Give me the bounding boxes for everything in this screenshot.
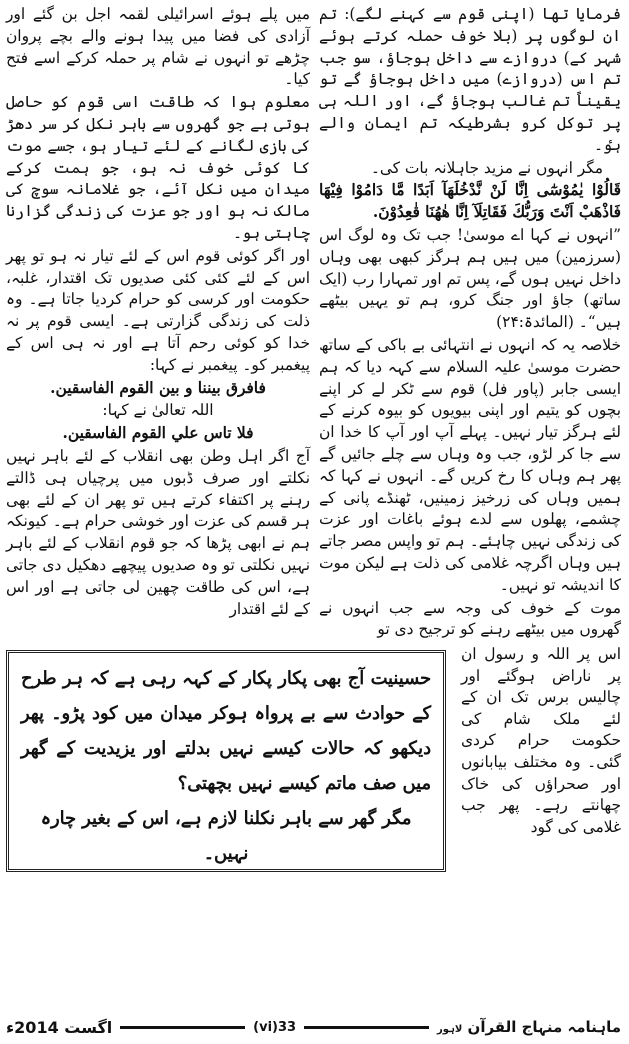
paragraph: اس پر اللہ و رسول ان پر ناراض ہوگئے اور چالیس برس تک ان کے لئے ملک شام کی حکومت حرام کردی گئی۔ وہ مختلف بیابانوں اور صحراؤں کی خاک چھانتے رہے۔ پھر جب غلامی کی گود xyxy=(461,645,621,836)
footer-rule xyxy=(120,1026,245,1029)
paragraph: اور اگر کوئی قوم اس کے لئے تیار نہ ہو تو پھر اس کے لئے کئی کئی صدیوں تک اقتدار، غلبہ، حکومت اور کرسی کو حرام کردیا جاتا ہے۔ وہ ذلت کی زندگی گزارتی ہے۔ ایسی قوم پر نہ خدا کو کوئی رحم آتا ہے اور نہ ہی اس کے پیغمبر کو۔ پیغمبر نے کہا: xyxy=(6,246,310,374)
boxed-quote xyxy=(6,650,446,872)
magazine-title: ماہنامہ منہاج القرآن xyxy=(467,1018,621,1036)
verse-translation: ”انہوں نے کہا اے موسیٰ! جب تک وہ لوگ اس (سرزمین) میں ہیں ہم ہرگز کبھی بھی وہاں داخل نہیں ہوں گے، پس تم اور تمہارا رب (ایک ساتھ) جاؤ اور جنگ کرو، ہم تو یہیں بیٹھے ہیں“۔ (المائدۃ:۲۴) xyxy=(318,225,621,332)
left-column xyxy=(6,4,310,621)
paragraph: خلاصہ یہ کہ انہوں نے انتہائی بے باکی کے ساتھ حضرت موسیٰ علیہ السلام سے کہہ دیا کہ ہم ایسی جابر (پاور فل) قوم سے ٹکر لے کر اپنے بچوں کو یتیم اور اپنی بیویوں کو بیوہ کرنے کے لئے ہرگز تیار نہیں۔ پہلے آپ اور آپ کا خدا ان سے جا کر لڑو، جب وہ وہاں سے چلے جائیں گے پھر ہم وہاں کا رخ کریں گے۔ انہوں نے کہا کہ ہمیں وہاں کی زرخیز زمینیں، ٹھنڈے پانی کے چشمے، پھلوں سے لدے ہوئے باغات اور عزت کی زندگی نہیں چاہئے۔ ہم تو واپس مصر جاتے ہیں وہاں اگرچہ غلامی کی ذلت ہے لیکن موت کا اندیشہ تو نہیں۔ xyxy=(319,335,621,594)
paragraph: موت کے خوف کی وجہ سے جب انہوں نے گھروں میں بیٹھے رہنے کو ترجیح دی تو xyxy=(319,598,621,639)
page-number: 33(vi) xyxy=(253,1019,297,1035)
paragraph: آج اگر اہل وطن بھی انقلاب کے لئے باہر نہیں نکلتے اور صرف ڈبوں میں پرچیاں ہی ڈالتے رہنے پر اکتفاء کرتے ہیں تو پھر ان کے لئے بھی ہر قسم کی عزت اور خوشی حرام ہے۔ کیونکہ ہم نے ابھی پڑھا کہ جو قوم انقلاب کے لئے باہر نہیں نکلتی تو وہ صدیوں پیچھے دھکیل دی جاتی ہے، اس کی طاقت چھین لی جاتی ہے اور اس کے لئے اقتدار xyxy=(6,446,310,618)
page-footer xyxy=(6,1014,621,1040)
arabic-quote: فلا تاس علي القوم الفاسقين. xyxy=(62,424,254,443)
arabic-quote: فافرق بيننا و بين القوم الفاسقين. xyxy=(50,378,266,397)
paragraph: میں پلے ہوئے اسرائیلی لقمہ اجل بن گئے اور آزادی کی فضا میں پیدا ہونے والے بچے پروان چڑھے تو انہوں نے شام پر حملہ کرکے اسے فتح کیا۔ xyxy=(6,5,310,89)
paragraph: فرمایا تھا (اپنی قوم سے کہنے لگے): تم ان لوگوں پر (بلا خوف حملہ کرتے ہوئے شہر کے) دروازے سے داخل ہوجاؤ، سو جب تم اس (دروازے) میں داخل ہوجاؤ گے تو یقیناً تم غالب ہوجاؤ گے، اور اللہ ہی پر توکل کرو بشرطیکہ تم ایمان والے ہوٴ۔ xyxy=(319,5,621,154)
right-column-continuation xyxy=(461,644,621,838)
paragraph: اللہ تعالیٰ نے کہا: xyxy=(102,401,214,420)
quran-verse: قَالُوْا يٰمُوْسٰٓى اِنَّا لَنْ نَّدْخُلَهَآ اَبَدًا مَّا دَامُوْا فِيْهَا فَاذْهَبْ اَنْتَ وَرَبُّكَ فَقَاتِلَآ اِنَّا هٰهُنَا قٰعِدُوْنَ. xyxy=(319,181,621,222)
magazine-name xyxy=(437,1018,621,1036)
boxed-quote-text: حسینیت آج بھی پکار پکار کے کہہ رہی ہے کہ ہر طرح کے حوادث سے بے پرواہ ہوکر میدان میں کود پڑو۔ پھر دیکھو کہ حالات کیسے نہیں بدلتے اور یزیدیت کے گھر میں صف ماتم کیسے نہیں بچھتی؟ xyxy=(21,668,431,794)
boxed-quote-text: مگر گھر سے باہر نکلنا لازم ہے، اس کے بغیر چارہ نہیں۔ xyxy=(40,808,412,864)
issue-date: اگست 2014ء xyxy=(5,1017,113,1037)
magazine-city: لاہور xyxy=(436,1024,463,1035)
paragraph: مگر انہوں نے مزید جاہلانہ بات کی۔ xyxy=(370,158,603,177)
right-column xyxy=(319,4,621,642)
footer-rule xyxy=(304,1026,429,1029)
paragraph: معلوم ہوا کہ طاقت اسی قوم کو حاصل ہوتی ہے جو گھروں سے باہر نکل کر سر دھڑ کی بازی لگانے کے لئے تیار ہو، جسے موت کا کوئی خوف نہ ہو، جو ہمت کرکے میدان میں نکل آئے، جو غلامانہ سوچ کی مالک نہ ہو اور جو عزت کی زندگی گزارنا چاہتی ہو۔ xyxy=(6,93,310,242)
